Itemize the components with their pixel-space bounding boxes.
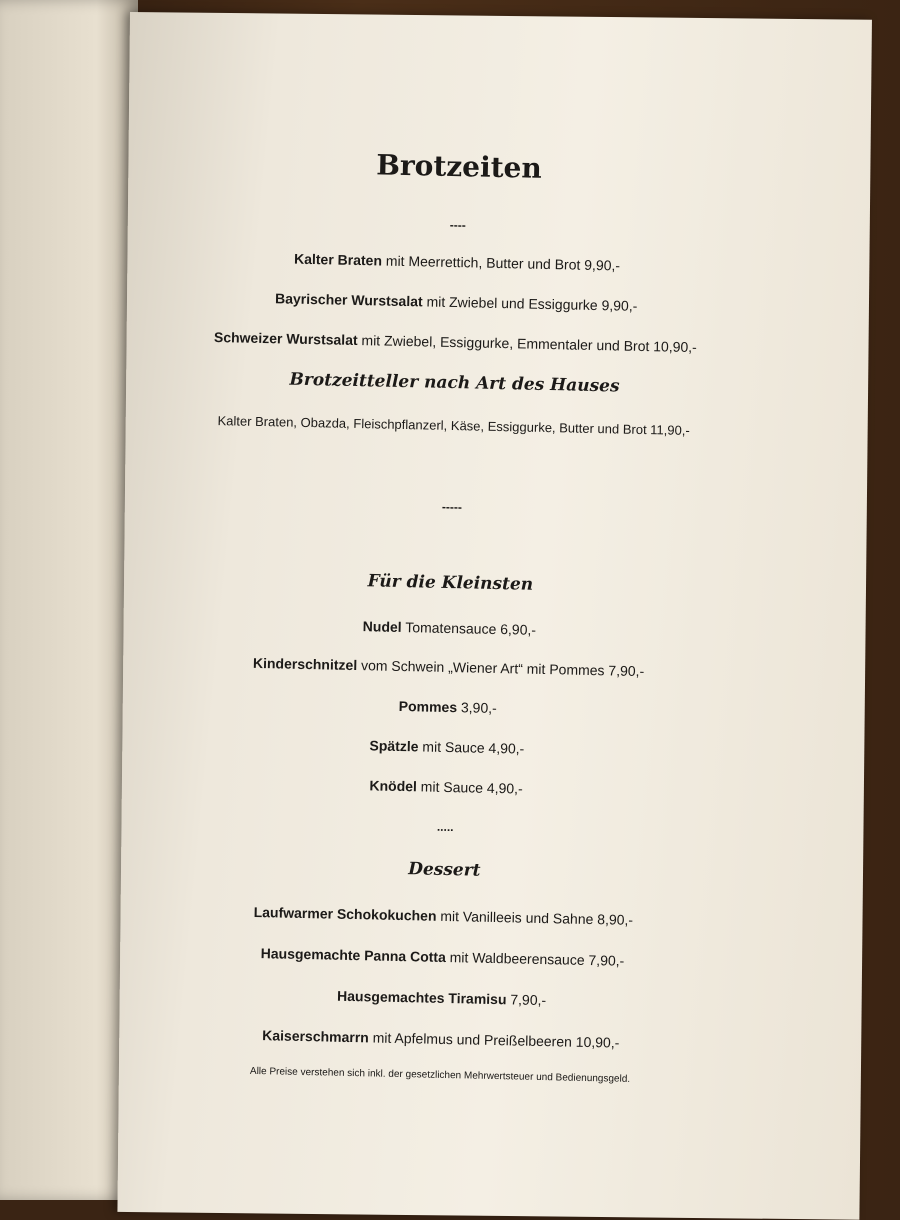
item-detail: mit Apfelmus und Preißelbeeren 10,90,- [368, 1029, 620, 1051]
item-name: Kaiserschmarrn [262, 1027, 370, 1046]
item-name: Kinderschnitzel [252, 654, 358, 674]
item-name: Schweizer Wurstsalat [213, 329, 358, 349]
item-name: Hausgemachtes Tiramisu [336, 987, 507, 1008]
menu-item [157, 248, 757, 277]
left-page [0, 0, 138, 1200]
item-detail: mit Sauce 4,90,- [418, 738, 525, 757]
item-name: Laufwarmer Schokokuchen [253, 903, 437, 924]
item-detail: mit Vanilleeis und Sahne 8,90,- [436, 907, 634, 928]
menu-item: Kalter Braten, Obazda, Fleischpflanzerl, Käse, Essiggurke, Butter und Brot 11,90,- [217, 413, 690, 438]
menu-item [156, 288, 756, 317]
item-detail: vom Schwein „Wiener Art“ mit Pommes 7,90,- [357, 657, 645, 680]
item-detail: mit Waldbeerensauce 7,90,- [445, 948, 625, 969]
menu-item [141, 1025, 741, 1054]
section-heading: Dessert [407, 859, 481, 881]
menu-page [138, 0, 863, 1208]
menu-item [148, 653, 748, 682]
menu-item [148, 693, 748, 722]
section-heading: Für die Kleinsten [367, 571, 534, 595]
item-detail: mit Sauce 4,90,- [416, 778, 523, 797]
menu-item [142, 984, 742, 1013]
menu-item [142, 943, 742, 972]
footnote: Alle Preise verstehen sich inkl. der gesetzlichen Mehrwertsteuer und Bedienungsgeld. [249, 1065, 631, 1085]
item-detail: 3,90,- [456, 699, 497, 717]
item-name: Knödel [369, 777, 418, 795]
item-name: Kalter Braten [293, 250, 383, 269]
item-name: Spätzle [369, 737, 419, 755]
item-name: Nudel [362, 618, 402, 635]
separator: ----- [441, 499, 463, 515]
item-name: Pommes [398, 697, 458, 716]
menu-item [146, 773, 746, 802]
item-name: Hausgemachte Panna Cotta [260, 945, 447, 965]
menu-item [149, 614, 749, 643]
page-title: Brotzeiten [376, 148, 543, 185]
item-detail: mit Zwiebel, Essiggurke, Emmentaler und Brot 10,90,- [357, 332, 697, 356]
item-detail: Tomatensauce 6,90,- [401, 618, 537, 638]
item-detail: mit Zwiebel und Essiggurke 9,90,- [422, 293, 638, 314]
separator: ..... [436, 819, 454, 835]
menu-item [147, 733, 747, 762]
item-detail: mit Meerrettich, Butter und Brot 9,90,- [381, 252, 621, 274]
menu-item [143, 902, 743, 931]
item-detail: 7,90,- [506, 991, 547, 1009]
section-heading: Brotzeitteller nach Art des Hauses [289, 369, 620, 397]
separator: ---- [449, 217, 466, 233]
item-name: Bayrischer Wurstsalat [274, 290, 423, 310]
menu-item [155, 328, 755, 357]
